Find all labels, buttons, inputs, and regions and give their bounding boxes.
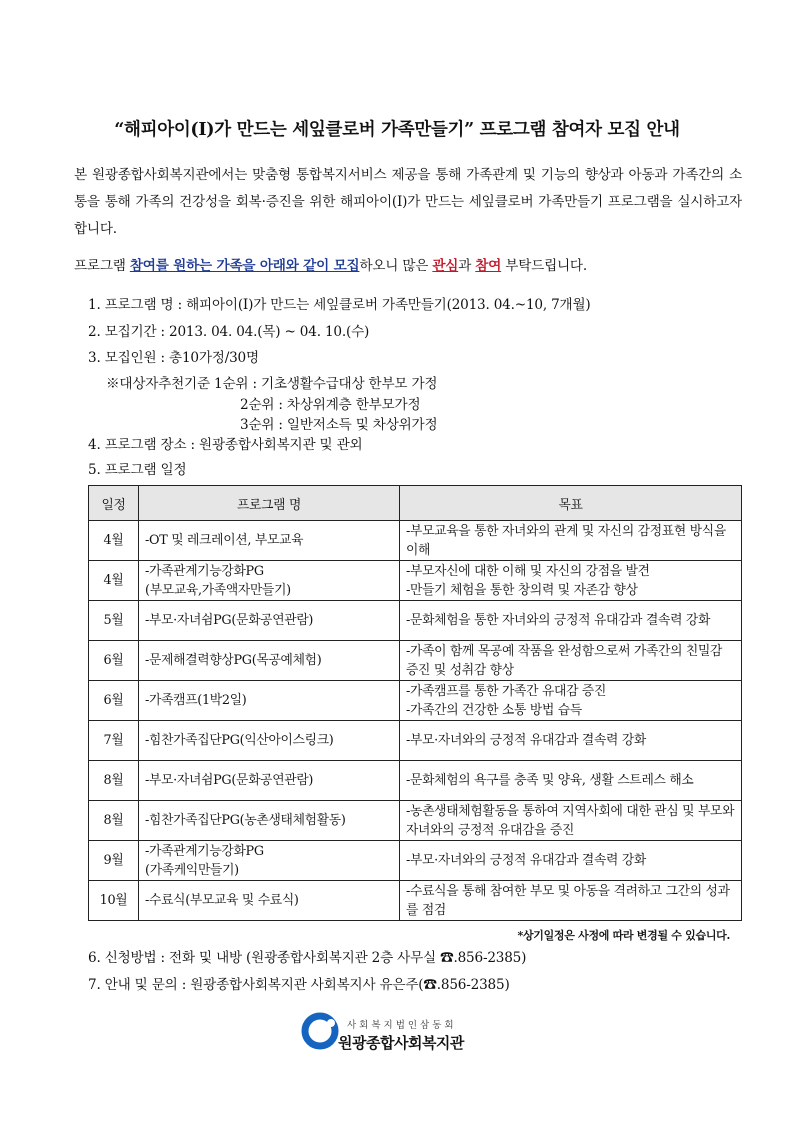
request-highlight-interest: 관심 (432, 258, 459, 274)
table-row (89, 641, 742, 681)
schedule-program-cell: -가족관계기능강화PG (부모교육,가족액자만들기) (139, 561, 400, 601)
item-schedule: 5. 프로그램 일정 (88, 462, 187, 478)
table-row (89, 841, 742, 881)
schedule-program-cell: -문제해결력향상PG(목공예체험) (139, 641, 400, 681)
table-header-row (89, 486, 742, 521)
schedule-goal-cell: -가족캠프를 통한 가족간 유대감 증진 -가족간의 건강한 소통 방법 습득 (400, 681, 742, 721)
schedule-goal-cell: -가족이 함께 목공예 작품을 완성함으로써 가족간의 친밀감 증진 및 성취감 향상 (400, 641, 742, 681)
schedule-month-cell: 9월 (89, 841, 139, 881)
item-capacity: 3. 모집인원 : 총10가정/30명 (88, 350, 259, 366)
schedule-table (88, 485, 742, 921)
schedule-goal-cell: -부모교육을 통한 자녀와의 관계 및 자신의 감정표현 방식을 이해 (400, 521, 742, 561)
table-row (89, 561, 742, 601)
header-program: 프로그램 명 (139, 486, 400, 521)
request-line (74, 254, 754, 274)
criteria-3: 3순위 : 일반저소득 및 차상위가정 (240, 417, 438, 433)
table-row (89, 521, 742, 561)
schedule-program-cell: -가족관계기능강화PG (가족케익만들기) (139, 841, 400, 881)
organization-logo (300, 1005, 500, 1057)
logo-subtitle: 사회복지법인삼동회 (347, 1020, 457, 1031)
schedule-month-cell: 7월 (89, 721, 139, 761)
item-contact: 7. 안내 및 문의 : 원광종합사회복지관 사회복지사 유은주(☎.856-2385) (88, 977, 510, 993)
table-row (89, 601, 742, 641)
schedule-program-cell: -OT 및 레크레이션, 부모교육 (139, 521, 400, 561)
schedule-month-cell: 8월 (89, 801, 139, 841)
schedule-goal-cell: -부모·자녀와의 긍정적 유대감과 결속력 강화 (400, 841, 742, 881)
schedule-goal-cell: -농촌생태체험활동을 통하여 지역사회에 대한 관심 및 부모와 자녀와의 긍정적 유대감을 증진 (400, 801, 742, 841)
header-month: 일정 (89, 486, 139, 521)
schedule-program-cell: -수료식(부모교육 및 수료식) (139, 881, 400, 921)
criteria-2: 2순위 : 차상위계층 한부모가정 (240, 397, 421, 413)
schedule-goal-cell: -문화체험을 통한 자녀와의 긍정적 유대감과 결속력 강화 (400, 601, 742, 641)
schedule-program-cell: -부모·자녀쉼PG(문화공연관람) (139, 601, 400, 641)
schedule-program-cell: -가족캠프(1박2일) (139, 681, 400, 721)
schedule-goal-cell: -수료식을 통해 참여한 부모 및 아동을 격려하고 그간의 성과를 점검 (400, 881, 742, 921)
schedule-month-cell: 4월 (89, 561, 139, 601)
schedule-month-cell: 4월 (89, 521, 139, 561)
schedule-goal-cell: -문화체험의 욕구를 충족 및 양육, 생활 스트레스 해소 (400, 761, 742, 801)
item-program-name: 1. 프로그램 명 : 해피아이(I)가 만드는 세잎클로버 가족만들기(2013. 04.~10, 7개월) (88, 297, 591, 313)
schedule-month-cell: 6월 (89, 681, 139, 721)
criteria-1: ※대상자추천기준 1순위 : 기초생활수급대상 한부모 가정 (106, 376, 438, 392)
schedule-month-cell: 5월 (89, 601, 139, 641)
schedule-month-cell: 6월 (89, 641, 139, 681)
request-text: 프로그램 (74, 258, 130, 274)
schedule-month-cell: 8월 (89, 761, 139, 801)
item-period: 2. 모집기간 : 2013. 04. 04.(목) ~ 04. 10.(수) (88, 324, 370, 340)
schedule-program-cell: -힘찬가족집단PG(익산아이스링크) (139, 721, 400, 761)
document-title: “해피아이(I)가 만드는 세잎클로버 가족만들기” 프로그램 참여자 모집 안내 (114, 120, 680, 140)
request-text: 과 (458, 258, 476, 274)
table-row (89, 681, 742, 721)
schedule-month-cell: 10월 (89, 881, 139, 921)
item-place: 4. 프로그램 장소 : 원광종합사회복지관 및 관외 (88, 437, 363, 453)
intro-paragraph: 본 원광종합사회복지관에서는 맞춤형 통합복지서비스 제공을 통해 가족관계 및 기능의 향상과 아동과 가족간의 소통을 통해 가족의 건강성을 회복·증진을 위한 해피아이(I)가 만드는 세잎클로버 가족만들기 프로그램을 실시하고자 합니다. (74, 167, 742, 237)
request-text: 하오니 많은 (359, 258, 433, 274)
schedule-program-cell: -힘찬가족집단PG(농촌생태체험활동) (139, 801, 400, 841)
table-row (89, 801, 742, 841)
schedule-program-cell: -부모·자녀쉼PG(문화공연관람) (139, 761, 400, 801)
schedule-note: *상기일정은 사정에 따라 변경될 수 있습니다. (517, 929, 730, 942)
header-goal: 목표 (400, 486, 742, 521)
schedule-goal-cell: -부모·자녀와의 긍정적 유대감과 결속력 강화 (400, 721, 742, 761)
logo-title: 원광종합사회복지관 (338, 1034, 464, 1052)
table-row (89, 721, 742, 761)
table-row (89, 761, 742, 801)
request-highlight-participation: 참여 (475, 258, 502, 274)
request-highlight-recruit: 참여를 원하는 가족을 아래와 같이 모집 (129, 258, 360, 274)
item-apply: 6. 신청방법 : 전화 및 내방 (원광종합사회복지관 2층 사무실 ☎.856-2385) (88, 950, 527, 966)
schedule-goal-cell: -부모자신에 대한 이해 및 자신의 강점을 발견 -만들기 체험을 통한 창의력 및 자존감 향상 (400, 561, 742, 601)
request-text: 부탁드립니다. (501, 258, 587, 274)
table-row (89, 881, 742, 921)
